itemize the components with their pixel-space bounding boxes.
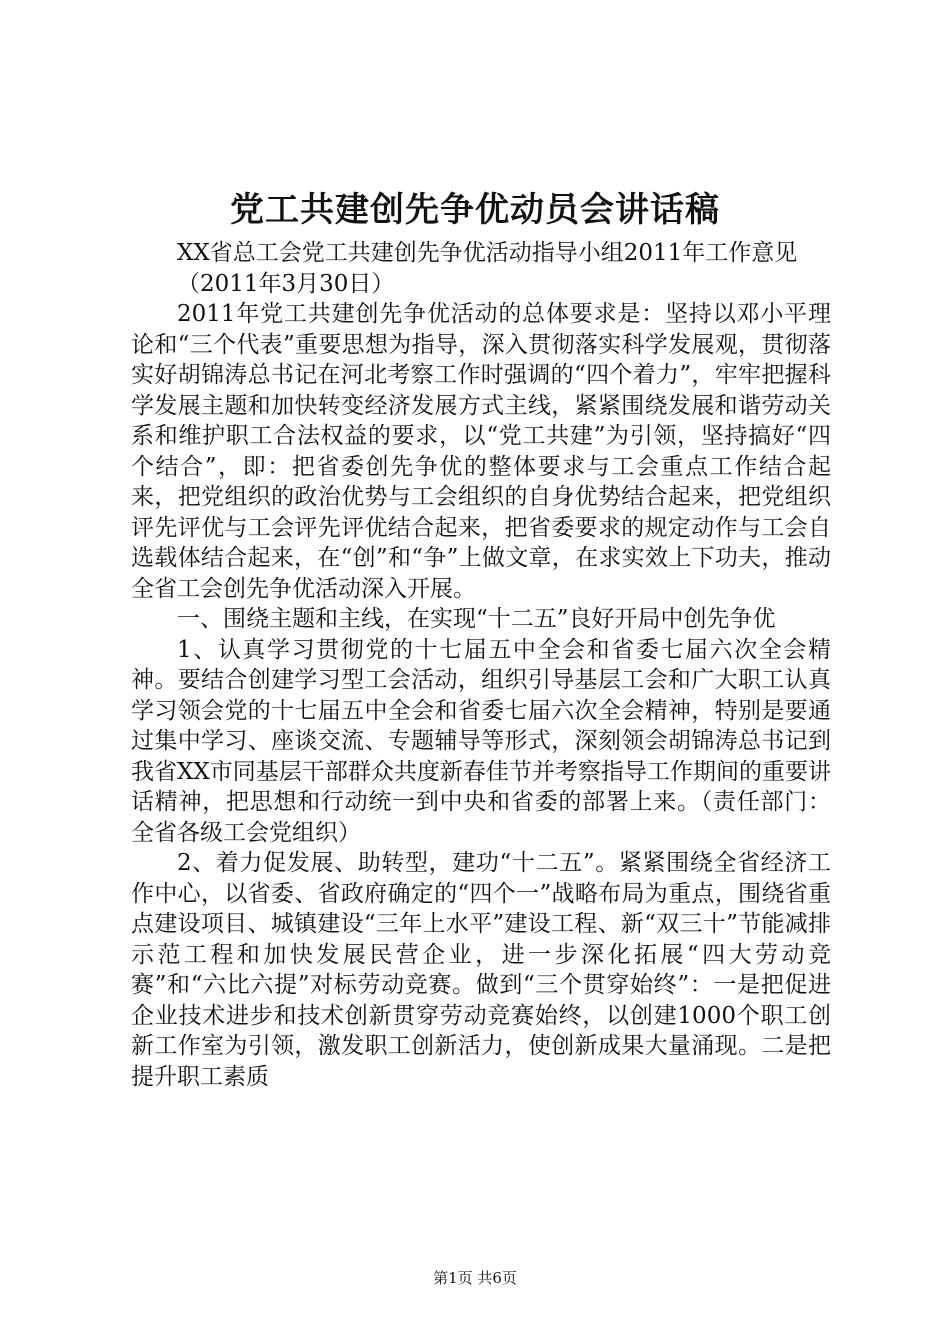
- document-title: 党工共建创先争优动员会讲话稿: [230, 190, 720, 230]
- document-body: [131, 238, 831, 1092]
- paragraph-item-2: 2、着力促发展、助转型，建功“十二五”。紧紧围绕全省经济工作中心，以省委、省政府确定的“四个一”战略布局为重点，围绕省重点建设项目、城镇建设“三年上水平”建设工程、新“双三十”节能减排示范工程和加快发展民营企业，进一步深化拓展“四大劳动竞赛”和“六比六提”对标劳动竞赛。做到“三个贯穿始终”：一是把促进企业技术进步和技术创新贯穿劳动竞赛始终，以创建1000个职工创新工作室为引领，激发职工创新活力，使创新成果大量涌现。二是把提升职工素质: [131, 850, 831, 1090]
- paragraph-item-1: 1、认真学习贯彻党的十七届五中全会和省委七届六次全会精神。要结合创建学习型工会活动，组织引导基层工会和广大职工认真学习领会党的十七届五中全会和省委七届六次全会精神，特别是要通过集中学习、座谈交流、专题辅导等形式，深刻领会胡锦涛总书记到我省XX市同基层干部群众共度新春佳节并考察指导工作期间的重要讲话精神，把思想和行动统一到中央和省委的部署上来。（责任部门：全省各级工会党组织）: [131, 636, 831, 846]
- paragraph-general-requirements: 2011年党工共建创先争优活动的总体要求是：坚持以邓小平理论和“三个代表”重要思想为指导，深入贯彻落实科学发展观，贯彻落实好胡锦涛总书记在河北考察工作时强调的“四个着力”，牢牢把握科学发展主题和加快转变经济发展方式主线，紧紧围绕发展和谐劳动关系和维护职工合法权益的要求，以“党工共建”为引领，坚持搞好“四个结合”，即：把省委创先争优的整体要求与工会重点工作结合起来，把党组织的政治优势与工会组织的自身优势结合起来，把党组织评先评优与工会评先评优结合起来，把省委要求的规定动作与工会自选载体结合起来，在“创”和“争”上做文章，在求实效上下功夫，推动全省工会创先争优活动深入开展。: [131, 301, 831, 602]
- paragraph-date: （2011年3月30日）: [177, 270, 395, 297]
- paragraph-subtitle: XX省总工会党工共建创先争优活动指导小组2011年工作意见: [177, 240, 798, 266]
- section-heading-one: 一、围绕主题和主线，在实现“十二五”良好开局中创先争优: [177, 606, 776, 632]
- page-footer: 第1页 共6页: [433, 1269, 517, 1287]
